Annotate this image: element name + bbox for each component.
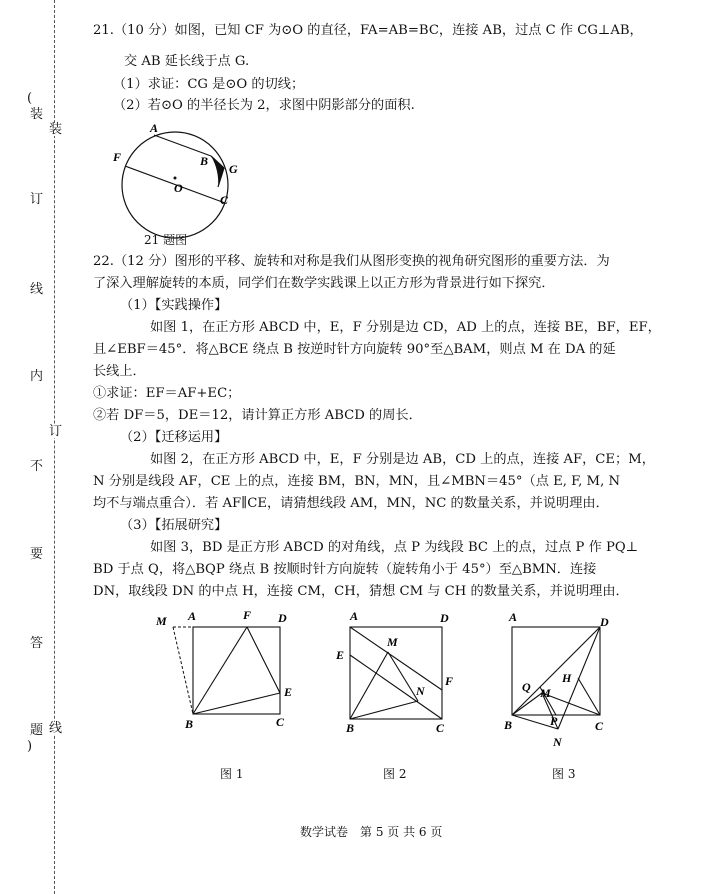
- label-A: A: [350, 609, 359, 623]
- label-D: D: [600, 615, 609, 629]
- section2-title: （2）【迁移运用】: [120, 430, 228, 445]
- label-N: N: [416, 684, 425, 698]
- label-M: M: [156, 614, 167, 628]
- s2-line2: N 分别是线段 AF，CE 上的点，连接 BM，BN，MN，且∠MBN＝45°（点 E, F, M, N: [93, 474, 620, 489]
- q21-figure: [108, 118, 248, 248]
- margin-char: 不: [30, 459, 44, 474]
- s1-line3: 长线上．: [93, 364, 146, 379]
- label-B: B: [504, 718, 513, 732]
- margin-char: 题: [30, 723, 44, 738]
- fig2-caption: 图 2: [383, 767, 407, 781]
- label-A: A: [509, 610, 518, 624]
- s2-line1: 如图 2，在正方形 ABCD 中，E，F 分别是边 AB，CD 上的点，连接 AF，CE；M，: [150, 452, 655, 467]
- q22-line2: 了深入理解旋转的本质，同学们在数学实践课上以正方形为背景进行如下探究．: [93, 276, 555, 291]
- s1-q1: ①求证：EF＝AF+EC；: [93, 386, 241, 401]
- fig1-caption: 图 1: [220, 767, 244, 781]
- label-B: B: [346, 721, 355, 735]
- fig3-caption: 图 3: [552, 767, 576, 781]
- q21-line2: 交 AB 延长线于点 G.: [124, 54, 250, 69]
- margin-char: ): [27, 739, 33, 754]
- margin-char: 装: [49, 122, 63, 137]
- margin-char: 内: [30, 369, 44, 384]
- q21-part2: （2）若⊙O 的半径长为 2，求图中阴影部分的面积.: [113, 98, 415, 113]
- figure-1: [150, 605, 310, 735]
- q21-caption: 21 题图: [144, 233, 188, 247]
- s1-line2: 且∠EBF＝45°．将△BCE 绕点 B 按逆时针方向旋转 90°至△BAM，则点 M 在 DA 的延: [93, 342, 616, 357]
- label-A: A: [150, 121, 159, 135]
- s3-line2: BD 于点 Q，将△BQP 绕点 B 按顺时针方向旋转（旋转角小于 45°）至△BMN．连接: [93, 562, 597, 577]
- label-M: M: [540, 686, 551, 700]
- label-C: C: [436, 721, 445, 735]
- margin-char: 线: [30, 282, 44, 297]
- label-F: F: [243, 608, 252, 622]
- margin-char: 线: [49, 721, 63, 736]
- q21-line1: 21.（10 分）如图，已知 CF 为⊙O 的直径，FA=AB=BC，连接 AB，过点 C 作 CG⊥AB，: [93, 23, 643, 38]
- label-H: H: [562, 671, 572, 685]
- page-footer: 数学试卷 第 5 页 共 6 页: [300, 825, 443, 839]
- margin-char: 要: [30, 547, 44, 562]
- label-D: D: [278, 611, 287, 625]
- figure-2: [330, 605, 460, 735]
- section3-title: （3）【拓展研究】: [120, 518, 228, 533]
- label-F: F: [445, 674, 454, 688]
- s1-q2: ②若 DF＝5，DE＝12，请计算正方形 ABCD 的周长．: [93, 408, 422, 423]
- label-F: F: [113, 150, 122, 164]
- q21-part1: （1）求证：CG 是⊙O 的切线；: [113, 77, 305, 92]
- label-G: G: [229, 162, 238, 176]
- label-B: B: [200, 154, 209, 168]
- label-D: D: [440, 611, 449, 625]
- label-Q: Q: [522, 680, 531, 694]
- label-A: A: [188, 609, 197, 623]
- margin-char: (: [27, 91, 33, 106]
- label-P: P: [550, 714, 558, 728]
- label-O: O: [174, 181, 183, 195]
- label-N: N: [553, 735, 562, 749]
- label-C: C: [220, 193, 229, 207]
- margin-char: 订: [30, 192, 44, 207]
- margin-char: 订: [49, 424, 63, 439]
- margin-char: 答: [30, 636, 44, 651]
- label-E: E: [336, 648, 345, 662]
- q22-line1: 22.（12 分）图形的平移、旋转和对称是我们从图形变换的视角研究图形的重要方法．为: [93, 254, 610, 269]
- s1-line1: 如图 1，在正方形 ABCD 中，E，F 分别是边 CD，AD 上的点，连接 BE，BF，EF，: [150, 320, 661, 335]
- figure-3: [500, 605, 620, 750]
- label-B: B: [185, 717, 194, 731]
- label-E: E: [284, 685, 293, 699]
- margin-char: 装: [30, 107, 44, 122]
- s2-line3: 均不与端点重合）．若 AF∥CE，请猜想线段 AM，MN，NC 的数量关系，并说明理由．: [93, 496, 609, 511]
- label-C: C: [595, 719, 604, 733]
- section1-title: （1）【实践操作】: [120, 298, 228, 313]
- s3-line3: DN，取线段 DN 的中点 H，连接 CM，CH，猜想 CM 与 CH 的数量关系，并说明理由．: [93, 584, 629, 599]
- s3-line1: 如图 3，BD 是正方形 ABCD 的对角线，点 P 为线段 BC 上的点，过点 P 作 PQ⊥: [150, 540, 639, 555]
- label-M: M: [387, 635, 398, 649]
- label-C: C: [276, 715, 285, 729]
